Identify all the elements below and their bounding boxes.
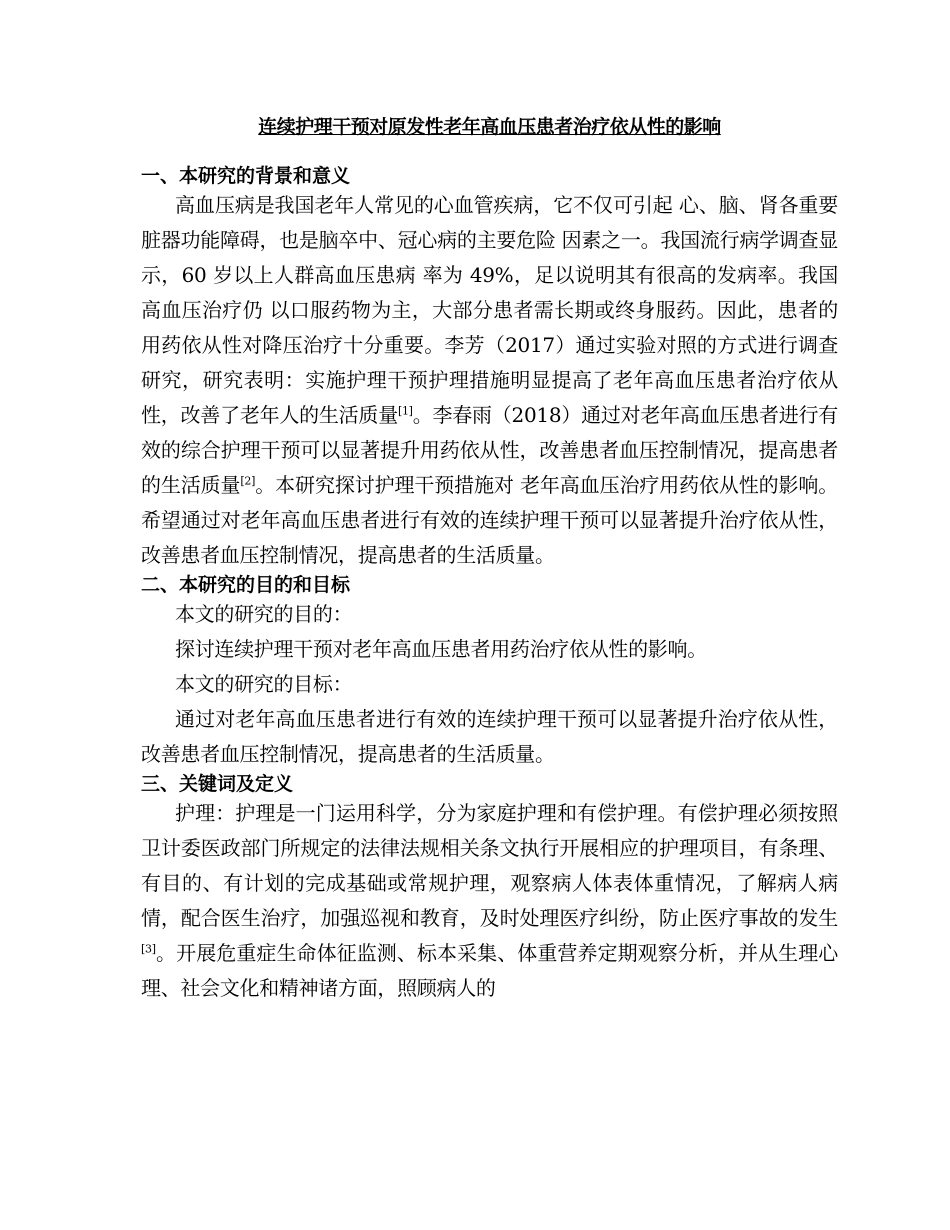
section-heading-background: 一、本研究的背景和意义 — [141, 165, 351, 187]
goals-paragraph: 通过对老年高血压患者进行有效的连续护理干预可以显著提升治疗依从性，改善患者血压控制情况，提高患者的生活质量。 — [141, 707, 838, 766]
document-title: 连续护理干预对原发性老年高血压患者治疗依从性的影响 — [258, 116, 721, 138]
document-page — [141, 112, 838, 1006]
citation-ref: [1] — [397, 404, 413, 418]
citation-ref: [2] — [240, 474, 256, 488]
section-heading-keywords: 三、关键词及定义 — [141, 773, 294, 795]
goals-paragraph: 本文的研究的目标： — [175, 672, 353, 696]
paragraph-text: 。开展危重症生命体征监测、标本采集、体重营养定期观察分析，并从生理心理、社会文化和精神诸方面，照顾病人的 — [141, 941, 838, 1000]
goals-paragraph: 本文的研究的目的： — [175, 602, 353, 626]
citation-ref: [3] — [141, 942, 156, 956]
section-heading-goals: 二、本研究的目的和目标 — [141, 574, 351, 596]
paragraph-text: 护理：护理是一门运用科学，分为家庭护理和有偿护理。有偿护理必须按照卫计委医政部门所规定的法律法规相关条文执行开展相应的护理项目，有条理、有目的、有计划的完成基础或常规护理，观察病人体表体重情况，了解病人病情，配合医生治疗，加强巡视和教育，及时处理医疗纠纷，防止医疗事故的发生 — [141, 801, 838, 930]
paragraph-text: 。李春雨（2018）通过对老年高血压患者进行有效的综合护理干预可以显著提升用药依从性，改善患者血压控制情况，提高患者的生活质量 — [141, 403, 838, 497]
keywords-paragraph — [141, 796, 838, 1006]
goals-paragraph: 探讨连续护理干预对老年高血压患者用药治疗依从性的影响。 — [175, 637, 707, 661]
paragraph-text: 高血压病是我国老年人常见的心血管疾病，它不仅可引起 心、脑、肾各重要脏器功能障碍，也是脑卒中、冠心病的主要危险 因素之一。我国流行病学调查显示，60 岁以上人群高血压患病 率为 49%，足以说明其有很高的发病率。我国高血压治疗仍 以口服药物为主，大部分患者需长期或终身服药。因此，患者的 用药依从性对降压治疗十分重要。李芳（2017）通过实验对照的方式进行调查研究，研究表明：实施护理干预护理措施明显提高了老年高血压患者治疗依从性，改善了老年人的生活质量 — [141, 193, 838, 427]
background-paragraph — [141, 188, 838, 573]
paragraph-text: 。本研究探讨护理干预措施对 老年高血压治疗用药依从性的影响。希望通过对老年高血压患者进行有效的连续护理干预可以显著提升治疗依从性，改善患者血压控制情况，提高患者的生活质量。 — [141, 473, 838, 567]
